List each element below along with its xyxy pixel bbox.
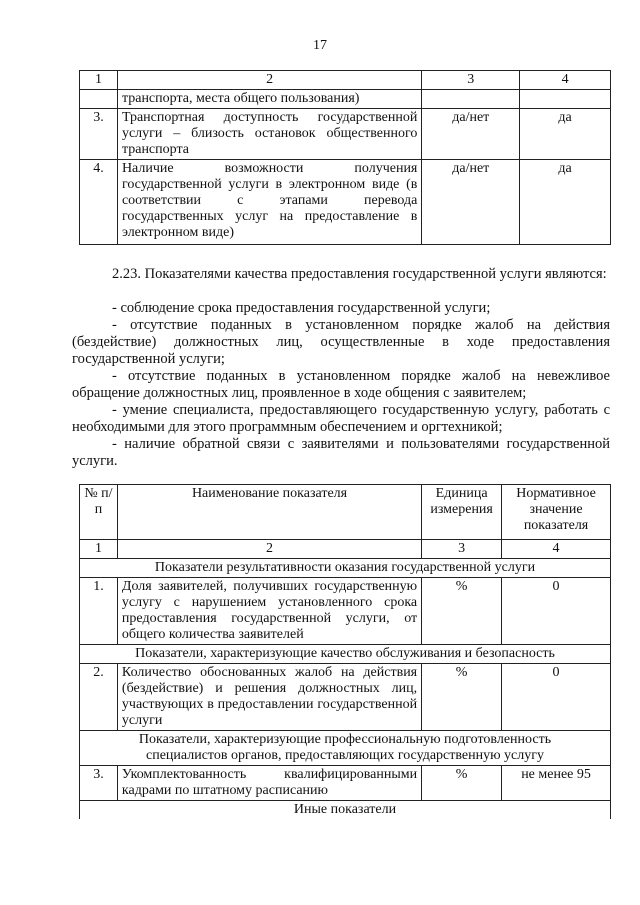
table-row bbox=[80, 664, 611, 731]
list-item: - отсутствие поданных в установленном порядке жалоб на невежливое обращение должностных лиц, проявленное в ходе общения с заявителем; bbox=[72, 368, 610, 401]
table-transport bbox=[79, 70, 611, 245]
row-unit: % bbox=[422, 664, 502, 731]
row-number: 3. bbox=[80, 109, 118, 160]
table-row bbox=[80, 766, 611, 801]
row-unit: да/нет bbox=[422, 160, 520, 245]
col-number: 3 bbox=[422, 71, 520, 90]
header-norm: Нормативное значение показателя bbox=[502, 485, 611, 540]
col-number: 4 bbox=[520, 71, 611, 90]
section-row bbox=[80, 645, 611, 664]
row-text: Количество обоснованных жалоб на действия (бездействие) и решения должностных лиц, участвующих в предоставлении государственной услуги bbox=[117, 664, 421, 731]
list-item: - отсутствие поданных в установленном порядке жалоб на действия (бездействие) должностных лиц, осуществленные в ходе предоставления государственной услуги; bbox=[72, 317, 610, 367]
col-number: 2 bbox=[117, 540, 421, 559]
row-value: не менее 95 bbox=[502, 766, 611, 801]
section-title: Показатели результативности оказания государственной услуги bbox=[80, 559, 611, 578]
row-text: транспорта, места общего пользования) bbox=[117, 90, 421, 109]
section-row bbox=[80, 731, 611, 766]
table-row bbox=[80, 90, 611, 109]
list-item: - соблюдение срока предоставления государственной услуги; bbox=[112, 300, 491, 316]
section-title: Показатели, характеризующие профессиональную подготовленность специалистов органов, предоставляющих государственную услугу bbox=[80, 731, 611, 766]
row-unit: % bbox=[422, 578, 502, 645]
header-number: № п/п bbox=[80, 485, 118, 540]
row-value: да bbox=[520, 109, 611, 160]
section-title: Показатели, характеризующие качество обслуживания и безопасность bbox=[80, 645, 611, 664]
intro-paragraph: 2.23. Показателями качества предоставления государственной услуги являются: bbox=[112, 266, 607, 282]
table-header-row bbox=[80, 71, 611, 90]
header-name: Наименование показателя bbox=[117, 485, 421, 540]
section-title: Иные показатели bbox=[80, 801, 611, 820]
table-header-row bbox=[80, 485, 611, 540]
col-number: 1 bbox=[80, 540, 118, 559]
row-text: Укомплектованность квалифицированными кадрами по штатному расписанию bbox=[117, 766, 421, 801]
row-value: 0 bbox=[502, 664, 611, 731]
table-row bbox=[80, 160, 611, 245]
table-row bbox=[80, 578, 611, 645]
row-number: 3. bbox=[80, 766, 118, 801]
table-quality-indicators bbox=[79, 484, 611, 819]
section-row bbox=[80, 559, 611, 578]
row-number: 4. bbox=[80, 160, 118, 245]
row-number: 1. bbox=[80, 578, 118, 645]
row-text: Транспортная доступность государственной услуги – близость остановок общественного транспорта bbox=[117, 109, 421, 160]
col-number: 4 bbox=[502, 540, 611, 559]
list-item: - наличие обратной связи с заявителями и пользователями государственной услуги. bbox=[72, 436, 610, 469]
section-row bbox=[80, 801, 611, 820]
row-value: 0 bbox=[502, 578, 611, 645]
col-number: 1 bbox=[80, 71, 118, 90]
row-unit: да/нет bbox=[422, 109, 520, 160]
row-value: да bbox=[520, 160, 611, 245]
col-number: 2 bbox=[117, 71, 421, 90]
col-number: 3 bbox=[422, 540, 502, 559]
row-text: Наличие возможности получения государственной услуги в электронном виде (в соответствии с этапами перевода государственных услуг на предоставление в электронном виде) bbox=[117, 160, 421, 245]
header-unit: Единица измерения bbox=[422, 485, 502, 540]
column-number-row bbox=[80, 540, 611, 559]
list-item: - умение специалиста, предоставляющего государственную услугу, работать с необходимыми для этого программным обеспечением и оргтехникой; bbox=[72, 402, 610, 435]
page-number: 17 bbox=[313, 38, 327, 53]
row-text: Доля заявителей, получивших государственную услугу с нарушением установленного срока предоставления государственной услуги, от общего количества заявителей bbox=[117, 578, 421, 645]
row-unit: % bbox=[422, 766, 502, 801]
table-row bbox=[80, 109, 611, 160]
row-number: 2. bbox=[80, 664, 118, 731]
